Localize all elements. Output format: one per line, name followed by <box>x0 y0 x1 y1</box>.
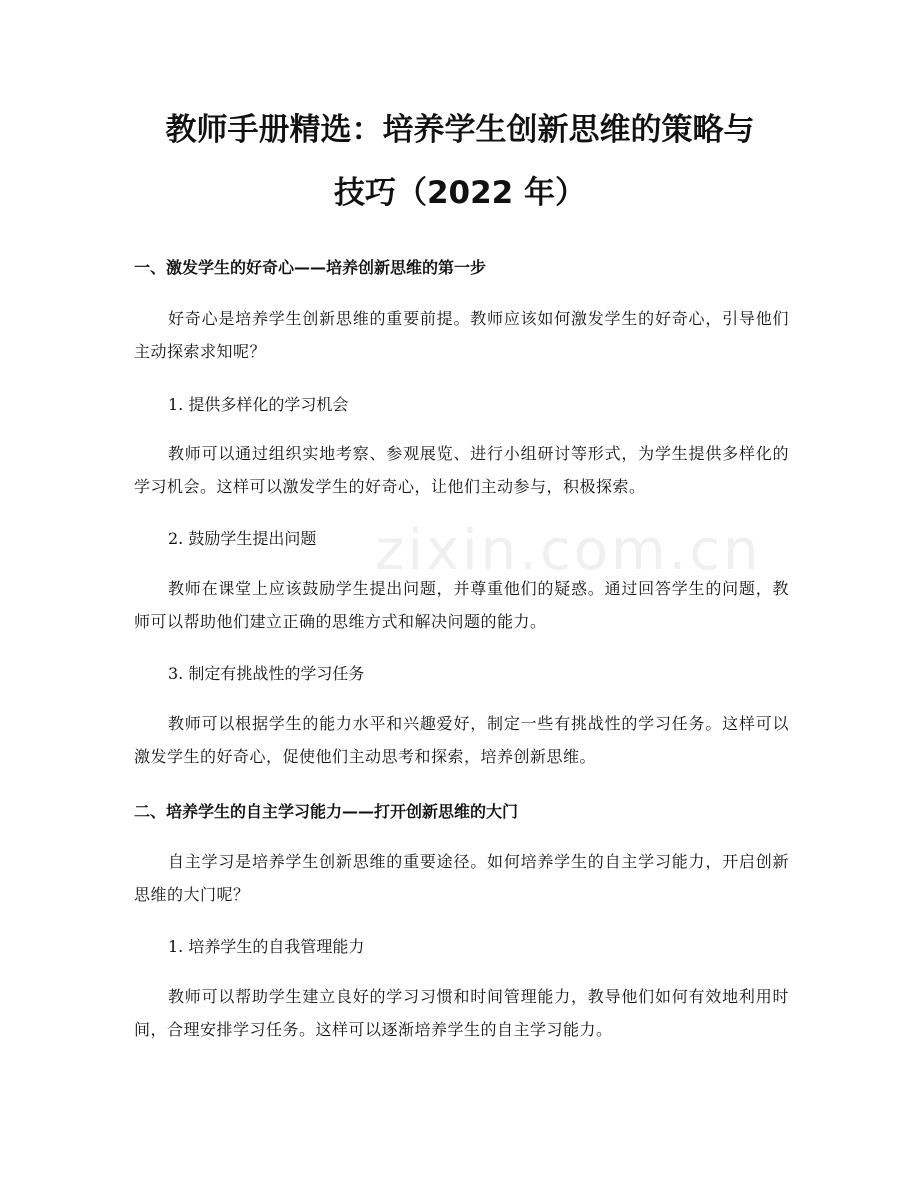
section-2-item-1-text: 教师可以帮助学生建立良好的学习习惯和时间管理能力，教导他们如何有效地利用时间，合理安排学习任务。这样可以逐渐培养学生的自主学习能力。 <box>134 987 789 1039</box>
section-1-item-3-text: 教师可以根据学生的能力水平和兴趣爱好，制定一些有挑战性的学习任务。这样可以激发学生的好奇心，促使他们主动思考和探索，培养创新思维。 <box>134 714 789 766</box>
watermark: zixin.com.cn <box>375 518 762 583</box>
section-2-item-1-title: 1. 培养学生的自我管理能力 <box>168 937 365 956</box>
section-1-heading: 一、激发学生的好奇心——培养创新思维的第一步 <box>134 258 487 277</box>
section-1-item-1-text: 教师可以通过组织实地考察、参观展览、进行小组研讨等形式，为学生提供多样化的学习机会。这样可以激发学生的好奇心，让他们主动参与，积极探索。 <box>134 444 789 496</box>
section-2-intro: 自主学习是培养学生创新思维的重要途径。如何培养学生的自主学习能力，开启创新思维的大门呢？ <box>134 852 789 904</box>
section-2-heading: 二、培养学生的自主学习能力——打开创新思维的大门 <box>134 802 519 821</box>
section-1-item-2-text: 教师在课堂上应该鼓励学生提出问题，并尊重他们的疑惑。通过回答学生的问题，教师可以帮助他们建立正确的思维方式和解决问题的能力。 <box>134 579 789 631</box>
section-1-item-3-title: 3. 制定有挑战性的学习任务 <box>168 664 365 683</box>
section-1-item-1-title: 1. 提供多样化的学习机会 <box>168 395 349 414</box>
section-1-item-2-title: 2. 鼓励学生提出问题 <box>168 529 317 548</box>
title-line-1: 教师手册精选：培养学生创新思维的策略与 <box>165 112 755 148</box>
title-line-2: 技巧（2022 年） <box>333 175 587 211</box>
section-1-intro: 好奇心是培养学生创新思维的重要前提。教师应该如何激发学生的好奇心，引导他们主动探索求知呢？ <box>134 309 789 361</box>
